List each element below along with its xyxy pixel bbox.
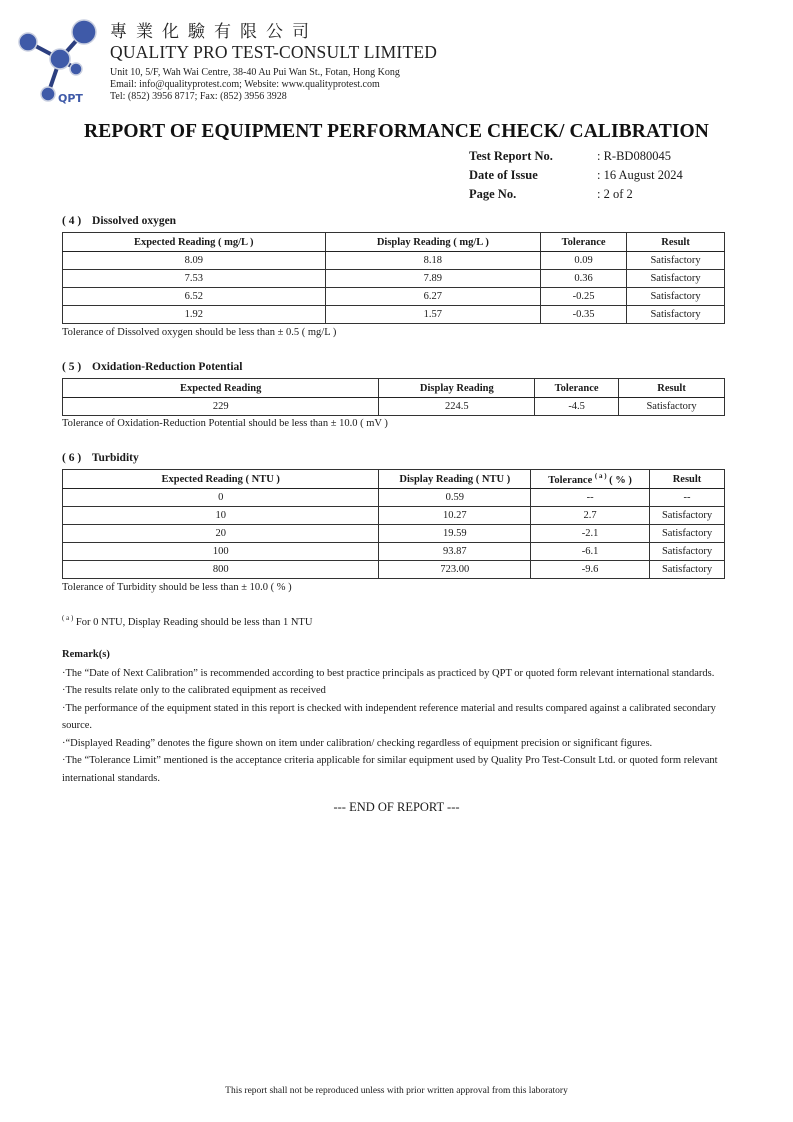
remarks-section — [62, 646, 728, 787]
cell: 7.89 — [325, 270, 541, 288]
remark-item: ·The “Date of Next Calibration” is recommended according to best practice principals as practiced by QPT or quoted form relevant international standards. — [62, 667, 715, 679]
col-header: Display Reading — [379, 379, 535, 398]
col-header: Expected Reading ( NTU ) — [63, 470, 379, 489]
svg-text:QPT: QPT — [58, 92, 83, 104]
section-number: ( 4 ) — [62, 215, 82, 227]
cell: 0 — [63, 489, 379, 507]
cell: -0.25 — [541, 288, 627, 306]
table-header-row — [63, 233, 725, 252]
col-header: Result — [650, 470, 725, 489]
section-number: ( 5 ) — [62, 361, 82, 373]
section-number: ( 6 ) — [62, 452, 82, 464]
cell: Satisfactory — [627, 270, 725, 288]
cell: 0.36 — [541, 270, 627, 288]
col-header: Result — [619, 379, 725, 398]
report-meta — [469, 149, 683, 206]
col-header: Expected Reading — [63, 379, 379, 398]
cell: 0.59 — [379, 489, 531, 507]
remark-item: ·“Displayed Reading” denotes the figure shown on item under calibration/ checking regardless of equipment precision or significant figures. — [62, 737, 653, 749]
cell: -- — [531, 489, 650, 507]
cell: Satisfactory — [650, 543, 725, 561]
cell: 10 — [63, 507, 379, 525]
cell: -9.6 — [531, 561, 650, 579]
cell: 93.87 — [379, 543, 531, 561]
meta-value: : 2 of 2 — [597, 187, 633, 201]
table-row — [63, 543, 725, 561]
molecule-logo-icon — [8, 12, 108, 104]
cell: 100 — [63, 543, 379, 561]
footnote-marker: ( a ) — [594, 472, 607, 480]
section-name: Oxidation-Reduction Potential — [92, 361, 243, 373]
cell: 1.92 — [63, 306, 326, 324]
cell: 10.27 — [379, 507, 531, 525]
company-email-website: Email: info@qualityprotest.com; Website: www.qualityprotest.com — [110, 79, 380, 90]
turbidity-footnote — [62, 614, 312, 628]
col-header: Expected Reading ( mg/L ) — [63, 233, 326, 252]
end-of-report: --- END OF REPORT --- — [333, 800, 460, 814]
col-header: Tolerance — [541, 233, 627, 252]
footnote-marker: ( a ) — [62, 614, 74, 622]
table-row — [63, 489, 725, 507]
table-row — [63, 398, 725, 416]
cell: 2.7 — [531, 507, 650, 525]
cell: Satisfactory — [627, 252, 725, 270]
cell: 19.59 — [379, 525, 531, 543]
table-row — [63, 306, 725, 324]
cell: 1.57 — [325, 306, 541, 324]
orp-tolerance-note: Tolerance of Oxidation-Reduction Potential should be less than ± 10.0 ( mV ) — [62, 418, 388, 429]
company-address: Unit 10, 5/F, Wah Wai Centre, 38-40 Au Pui Wan St., Fotan, Hong Kong — [110, 67, 400, 78]
remark-item: ·The results relate only to the calibrated equipment as received — [62, 685, 326, 696]
cell: 224.5 — [379, 398, 535, 416]
table-row — [63, 561, 725, 579]
company-tel-fax: Tel: (852) 3956 8717; Fax: (852) 3956 3928 — [110, 91, 287, 102]
cell: Satisfactory — [627, 306, 725, 324]
meta-value: : R-BD080045 — [597, 149, 671, 163]
table-row — [63, 252, 725, 270]
cell: Satisfactory — [619, 398, 725, 416]
cell: -0.35 — [541, 306, 627, 324]
meta-page-no — [469, 187, 683, 206]
cell: 0.09 — [541, 252, 627, 270]
cell: 7.53 — [63, 270, 326, 288]
meta-label: Date of Issue — [469, 168, 538, 182]
turbidity-table — [62, 469, 725, 579]
cell: Satisfactory — [627, 288, 725, 306]
cell: 800 — [63, 561, 379, 579]
col-header: Display Reading ( mg/L ) — [325, 233, 541, 252]
meta-label: Page No. — [469, 187, 517, 201]
remark-item: ·The “Tolerance Limit” mentioned is the acceptance criteria applicable for similar equipment used by Quality Pro Test-Consult Ltd. or quoted form relevant international standards. — [62, 755, 718, 784]
table-header-row — [63, 470, 725, 489]
section-name: Turbidity — [91, 452, 139, 464]
cell: -4.5 — [535, 398, 619, 416]
cell: 8.18 — [325, 252, 541, 270]
cell: Satisfactory — [650, 561, 725, 579]
cell: Satisfactory — [650, 525, 725, 543]
remark-item: ·The performance of the equipment stated in this report is checked with independent reference material and results compared against a calibrated secondary source. — [62, 702, 716, 731]
col-header-tolerance — [531, 470, 650, 489]
table-row — [63, 270, 725, 288]
dissolved-oxygen-tolerance-note: Tolerance of Dissolved oxygen should be less than ± 0.5 ( mg/L ) — [62, 327, 337, 338]
section-title-orp — [62, 361, 243, 373]
remarks-title: Remark(s) — [62, 649, 110, 660]
cell: Satisfactory — [650, 507, 725, 525]
footer-disclaimer: This report shall not be reproduced unless with prior written approval from this laboratory — [225, 1086, 568, 1096]
meta-value: : 16 August 2024 — [597, 168, 683, 182]
cell: -- — [650, 489, 725, 507]
company-logo — [8, 12, 108, 104]
cell: -6.1 — [531, 543, 650, 561]
col-header-text: Tolerance — [548, 475, 593, 486]
table-header-row — [63, 379, 725, 398]
col-header-unit: ( % ) — [609, 475, 632, 486]
meta-date-of-issue — [469, 168, 683, 187]
col-header: Display Reading ( NTU ) — [379, 470, 531, 489]
dissolved-oxygen-table — [62, 232, 725, 324]
orp-table — [62, 378, 725, 416]
section-title-dissolved-oxygen — [62, 215, 176, 227]
table-row — [63, 507, 725, 525]
cell: 6.27 — [325, 288, 541, 306]
cell: 8.09 — [63, 252, 326, 270]
footnote-text: For 0 NTU, Display Reading should be less than 1 NTU — [75, 617, 313, 628]
table-row — [63, 288, 725, 306]
table-row — [63, 525, 725, 543]
cell: -2.1 — [531, 525, 650, 543]
cell: 20 — [63, 525, 379, 543]
col-header: Result — [627, 233, 725, 252]
report-title: REPORT OF EQUIPMENT PERFORMANCE CHECK/ CALIBRATION — [84, 121, 709, 142]
section-name: Dissolved oxygen — [92, 215, 177, 227]
section-title-turbidity — [62, 452, 139, 464]
meta-report-no — [469, 149, 683, 168]
cell: 229 — [63, 398, 379, 416]
turbidity-tolerance-note: Tolerance of Turbidity should be less than ± 10.0 ( % ) — [62, 582, 292, 593]
col-header: Tolerance — [535, 379, 619, 398]
company-name-english: QUALITY PRO TEST-CONSULT LIMITED — [110, 42, 438, 62]
company-name-chinese: 專業化驗有限公司 — [110, 22, 318, 42]
meta-label: Test Report No. — [469, 149, 553, 163]
cell: 6.52 — [63, 288, 326, 306]
cell: 723.00 — [379, 561, 531, 579]
